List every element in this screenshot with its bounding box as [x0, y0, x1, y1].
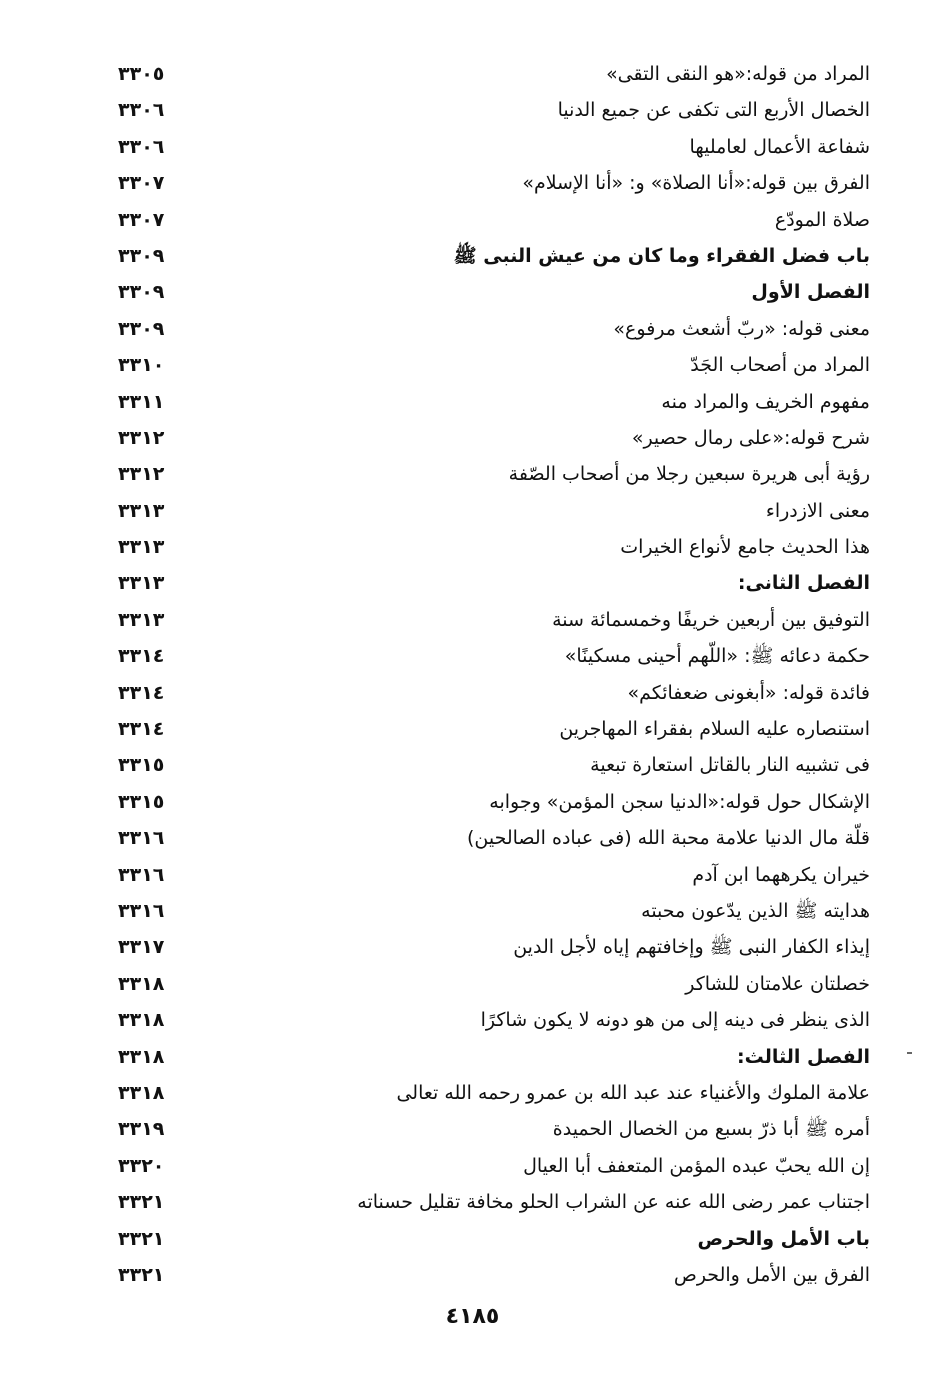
- page-number: ٤١٨٥: [445, 1304, 500, 1329]
- toc-entry: [110, 820, 870, 856]
- toc-entry: [110, 675, 870, 711]
- toc-entry: [110, 565, 870, 601]
- entry-title: الذى ينظر فى دينه إلى من هو دونه لا يكون شاكرًا: [480, 1009, 870, 1032]
- entry-title: هدايته ﷺ الذين يدّعون محبته: [641, 899, 870, 922]
- entry-page-number: ٣٣١٨: [118, 1081, 165, 1104]
- entry-title: معنى الازدراء: [765, 499, 870, 522]
- toc-entry: [110, 493, 870, 529]
- entry-page-number: ٣٣٢١: [118, 1263, 165, 1286]
- entry-page-number: ٣٣٢١: [118, 1227, 165, 1250]
- entry-title: إيذاء الكفار النبى ﷺ وإخافتهم إياه لأجل الدين: [513, 936, 870, 959]
- entry-title: التوفيق بين أربعين خريفًا وخمسمائة سنة: [552, 608, 870, 631]
- entry-title: علامة الملوك والأغنياء عند عبد الله بن عمرو رحمه الله تعالى: [396, 1081, 870, 1104]
- entry-page-number: ٣٣١٤: [118, 681, 165, 704]
- entry-page-number: ٣٣٢١: [118, 1191, 165, 1214]
- entry-title: اجتناب عمر رضى الله عنه عن الشراب الحلو مخافة تقليل حسناته: [357, 1191, 870, 1214]
- entry-page-number: ٣٣٠٩: [118, 244, 165, 267]
- entry-page-number: ٣٣١٧: [118, 936, 165, 959]
- toc-entry: [110, 311, 870, 347]
- toc-entry: [110, 929, 870, 965]
- entry-page-number: ٣٣١٠: [118, 354, 165, 377]
- entry-page-number: ٣٣٠٧: [118, 172, 165, 195]
- entry-title: الفرق بين قوله:«أنا الصلاة» و: «أنا الإسلام»: [522, 172, 870, 195]
- toc-entry: [110, 784, 870, 820]
- entry-title: الخصال الأربع التى تكفى عن جميع الدنيا: [557, 99, 870, 122]
- toc-entry: [110, 711, 870, 747]
- entry-page-number: ٣٣١٥: [118, 790, 165, 813]
- entry-title: خصلتان علامتان للشاكر: [685, 972, 870, 995]
- toc-entry: [110, 529, 870, 565]
- entry-title: أمره ﷺ أبا ذرّ بسبع من الخصال الحميدة: [552, 1118, 870, 1141]
- entry-title: قلّة مال الدنيا علامة محبة الله (فى عباده الصالحين): [466, 827, 870, 850]
- toc-entry: [110, 129, 870, 165]
- entry-page-number: ٣٣١٢: [118, 463, 165, 486]
- entry-title: فائدة قوله: «أبغونى ضعفائكم»: [627, 681, 870, 704]
- entry-title: هذا الحديث جامع لأنواع الخيرات: [620, 536, 870, 559]
- toc-entry: [110, 202, 870, 238]
- toc-entry: [110, 56, 870, 92]
- entry-title: معنى قوله: «ربّ أشعث مرفوع»: [613, 317, 870, 340]
- entry-page-number: ٣٣٠٦: [118, 99, 165, 122]
- entry-page-number: ٣٣١٤: [118, 645, 165, 668]
- toc-entry: [110, 1257, 870, 1293]
- toc-entry: [110, 893, 870, 929]
- entry-title: استنصاره عليه السلام بفقراء المهاجرين: [559, 718, 870, 741]
- entry-page-number: ٣٣١١: [118, 390, 165, 413]
- entry-page-number: ٣٣١٩: [118, 1118, 165, 1141]
- entry-page-number: ٣٣١٨: [118, 1009, 165, 1032]
- toc-entry: [110, 238, 870, 274]
- toc-entry: [110, 1075, 870, 1111]
- entry-page-number: ٣٣١٨: [118, 972, 165, 995]
- toc-entry: [110, 347, 870, 383]
- entry-page-number: ٣٣١٣: [118, 536, 165, 559]
- entry-title: فى تشبيه النار بالقاتل استعارة تبعية: [590, 754, 870, 777]
- section-heading: الفصل الثانى:: [737, 572, 870, 595]
- margin-mark: [907, 1052, 912, 1054]
- entry-page-number: ٣٣٠٩: [118, 317, 165, 340]
- entry-page-number: ٣٣٠٦: [118, 135, 165, 158]
- toc-entry: [110, 1039, 870, 1075]
- toc-entry: [110, 165, 870, 201]
- entry-page-number: ٣٣٠٧: [118, 208, 165, 231]
- entry-page-number: ٣٣٢٠: [118, 1154, 165, 1177]
- entry-title: المراد من قوله:«هو النقى التقى»: [606, 63, 870, 85]
- entry-title: الفرق بين الأمل والحرص: [673, 1263, 870, 1286]
- entry-page-number: ٣٣١٣: [118, 608, 165, 631]
- entry-page-number: ٣٣١٣: [118, 499, 165, 522]
- entry-page-number: ٣٣١٦: [118, 827, 165, 850]
- entry-title: المراد من أصحاب الجَدّ: [690, 354, 870, 377]
- entry-page-number: ٣٣٠٩: [118, 281, 165, 304]
- toc-entry: [110, 420, 870, 456]
- toc-entry: [110, 1002, 870, 1038]
- section-heading: باب فضل الفقراء وما كان من عيش النبى ﷺ: [453, 244, 870, 267]
- entry-title: مفهوم الخريف والمراد منه: [661, 390, 870, 413]
- toc-entry: [110, 1184, 870, 1220]
- entry-page-number: ٣٣١٣: [118, 572, 165, 595]
- toc-entry: [110, 602, 870, 638]
- toc-entry: [110, 1221, 870, 1257]
- toc-entry: [110, 274, 870, 310]
- entry-page-number: ٣٣١٦: [118, 899, 165, 922]
- section-heading: الفصل الأول: [751, 281, 870, 304]
- toc-entry: [110, 966, 870, 1002]
- entry-title: خيران يكرههما ابن آدم: [692, 863, 870, 886]
- entry-title: شفاعة الأعمال لعامليها: [689, 135, 870, 158]
- entry-title: شرح قوله:«على رمال حصير»: [631, 426, 870, 449]
- entry-page-number: ٣٣٠٥: [118, 63, 165, 85]
- entry-page-number: ٣٣١٥: [118, 754, 165, 777]
- toc-entry: [110, 92, 870, 128]
- entry-title: صلاة المودّع: [774, 208, 870, 231]
- entry-title: الإشكال حول قوله:«الدنيا سجن المؤمن» وجوابه: [489, 790, 870, 813]
- entry-title: رؤية أبى هريرة سبعين رجلا من أصحاب الصّفة: [508, 463, 870, 486]
- toc-entry: [110, 384, 870, 420]
- entry-page-number: ٣٣١٤: [118, 718, 165, 741]
- section-heading: الفصل الثالث:: [737, 1045, 870, 1068]
- toc-entry: [110, 1111, 870, 1147]
- toc-entry: [110, 857, 870, 893]
- entry-title: حكمة دعائه ﷺ: «اللّهم أحينى مسكينًا»: [564, 645, 870, 668]
- table-of-contents: [110, 56, 870, 1293]
- toc-entry: [110, 1148, 870, 1184]
- entry-title: إن الله يحبّ عبده المؤمن المتعفف أبا العيال: [523, 1154, 870, 1177]
- toc-entry: [110, 747, 870, 783]
- section-heading: باب الأمل والحرص: [697, 1227, 870, 1250]
- entry-page-number: ٣٣١٢: [118, 426, 165, 449]
- toc-entry: [110, 638, 870, 674]
- toc-entry: [110, 456, 870, 492]
- entry-page-number: ٣٣١٨: [118, 1045, 165, 1068]
- entry-page-number: ٣٣١٦: [118, 863, 165, 886]
